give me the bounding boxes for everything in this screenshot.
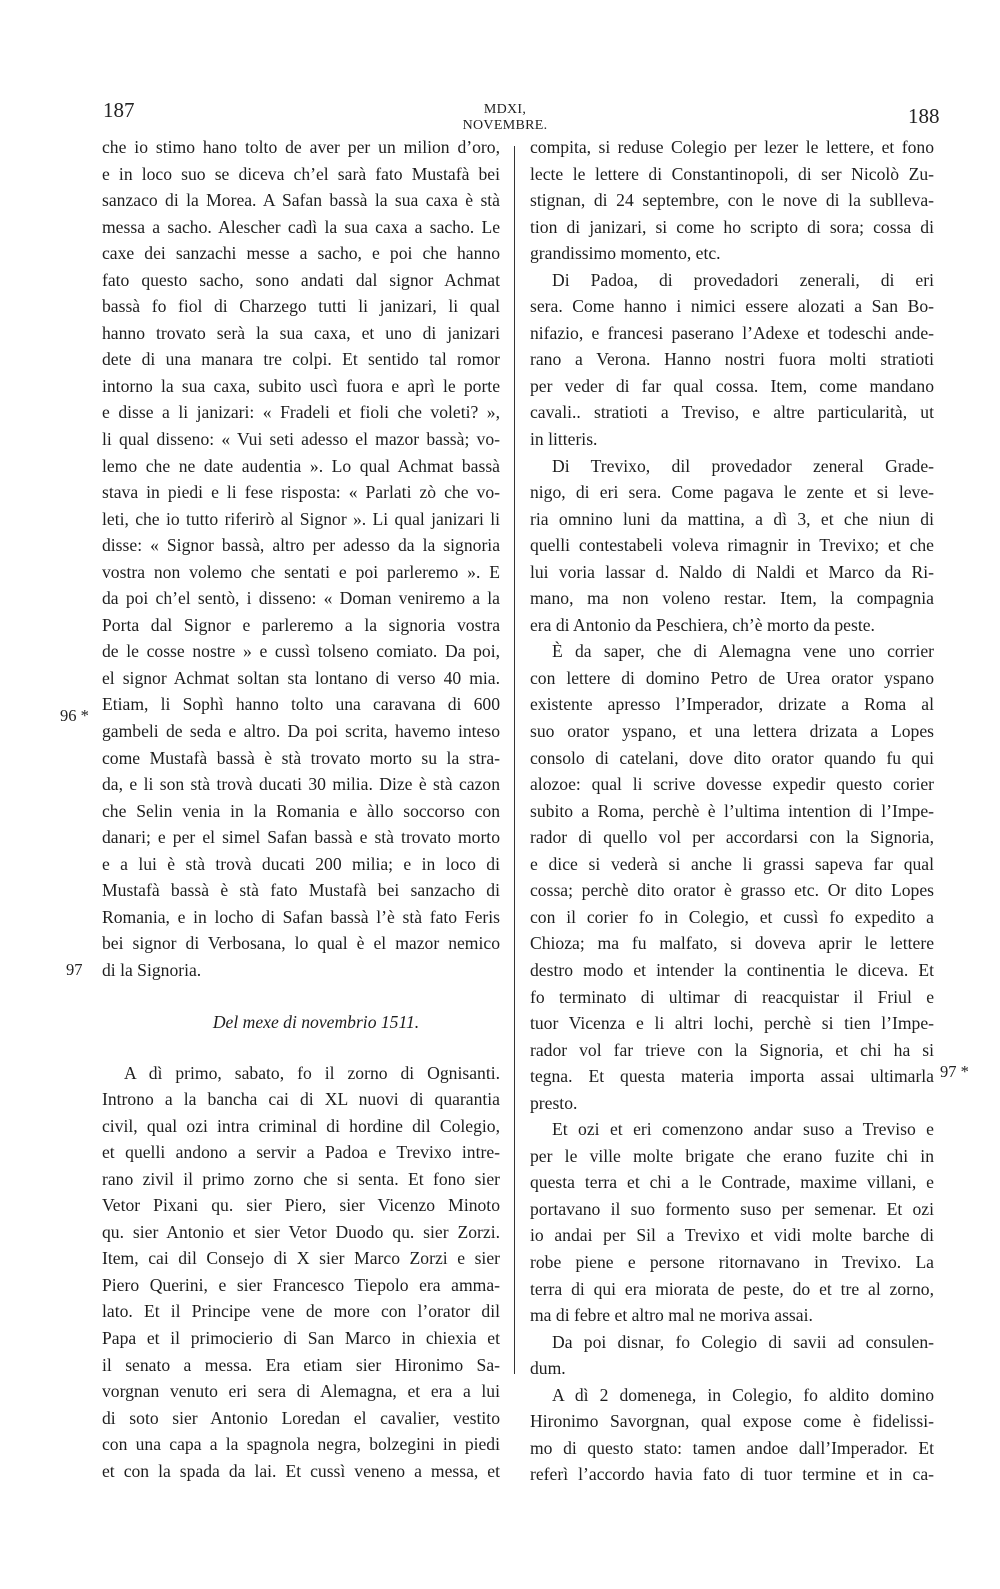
text-line: li qual disseno: « Vui seti adesso el mazor bassà; vo- [102,429,500,450]
text-line: per le ville molte brigate che erano fuzite chi in [530,1145,934,1166]
text-line: disse: « Signor bassà, altro per adesso da la signoria [102,535,500,556]
text-line: vorgnan venuto eri sera di Alemagna, et era a lui [102,1381,500,1402]
text-line: Di Padoa, di provedadori zenerali, di eri [552,269,934,290]
section-heading [102,1002,500,1042]
text-line: et quelli andono a servir a Padoa e Trevixo intre- [102,1142,500,1163]
text-line: intorno la sua caxa, subito uscì fuora e aprì le porte [102,375,500,396]
left-column [102,134,500,1484]
text-line: nigo, di eri sera. Come pagava le zente et si leve- [530,482,934,503]
text-line: mano, ma non voleno restar. Item, la compagnia [530,588,934,609]
text-line: A dì primo, sabato, fo il zorno di Ognisanti. [124,1062,500,1083]
text-line: Mustafà bassà è stà fato Mustafà bei sanzacho di [102,880,500,901]
text-line: fato questo sacho, sono andati dal signor Achmat [102,269,500,290]
right-column [530,134,934,1488]
text-line: lui voria lassar d. Naldo di Naldi et Marco da Ri- [530,561,934,582]
text-line: questa terra et chi a le Contrade, maxime villani, e [530,1172,934,1193]
text-line: caxe dei sanzachi messe a sacho, e poi che hanno [102,243,500,264]
text-line: e dice si vederà si anche li grassi sapeva far qual [530,853,934,874]
text-line: Da poi disnar, fo Colegio di savii ad consulen- [552,1331,934,1352]
text-line: sera. Come hanno i nimici essere alozati a San Bo- [530,296,934,317]
text-line: rano a Verona. Hanno nostri fuora molti stratioti [530,349,934,370]
text-line: terra di qui era miorata de peste, do et tre al zorno, [530,1278,934,1299]
text-line: de le cosse nostre » e cussì tolseno comiato. Da poi, [102,641,500,662]
text-line: in litteris. [530,429,598,450]
text-line: dete di una manara tre colpi. Et sentido tal romor [102,349,500,370]
text-line: fo terminato di ultimar di reacquistar il Friul e [530,986,934,1007]
text-line: di soto sier Antonio Loredan el cavalier, vestito [102,1407,500,1428]
text-line: Introno a la bancha cai di XL nuovi di quarantia [102,1089,500,1110]
text-line: tion di janizari, si come ho scripto di sora; cossa di [530,216,934,237]
page-number-left: 187 [103,98,135,122]
text-line: tegna. Et questa materia importa assai ultimarla [530,1066,934,1087]
page-number-right: 188 [908,104,940,128]
text-line: bassà fo fiol di Charzego tutti li janizari, li qual [102,296,500,317]
text-line: Etiam, li Sophì hanno tolto una caravana di 600 [102,694,500,715]
text-line: destro modo et intender la continentia le diceva. Et [530,959,934,980]
text-line: e disse a li janizari: « Fradeli et fioli che voleti? », [102,402,500,423]
margin-note: 97 [66,960,83,979]
text-line: Et ozi et eri comenzono andar suso a Treviso e [552,1119,934,1140]
text-line: vostra non volemo che sentati e poi parleremo ». E [102,561,500,582]
column-divider [514,146,515,1374]
text-line: io andai per Sil a Trevixo et vidi molte barche di [530,1225,934,1246]
text-line: hanno trovato serà la sua caxa, et uno di janizari [102,322,500,343]
text-line: come Mustafà bassà è stà trovato morto su la stra- [102,747,500,768]
text-line: consolo di catelani, dove dito orator quando fu qui [530,747,934,768]
text-line: e in loco suo se diceva ch’el sarà fato Mustafà bei [102,163,500,184]
text-line: da, e li son stà trovà ducati 30 milia. Dize è stà cazon [102,774,500,795]
text-line: dum. [530,1358,566,1379]
text-line: È da saper, che di Alemagna vene uno corrier [552,641,934,662]
text-line: Item, cai dil Consejo di X sier Marco Zorzi e sier [102,1248,500,1269]
text-line: era di Antonio da Peschiera, ch’è morto da peste. [530,614,875,635]
text-line: rano zivil il primo zorno che si senta. Et fono sier [102,1168,500,1189]
text-line: che Selin venia in la Romania e àllo soccorso con [102,800,500,821]
text-line: lemo che ne date audentia ». Lo qual Achmat bassà [102,455,500,476]
text-line: Papa et il primocierio di San Marco in chiexia et [102,1327,500,1348]
text-line: stava in piedi e li fese risposta: « Parlati zò che vo- [102,482,500,503]
margin-note: 97 * [940,1062,969,1081]
text-line: cavali.. stratioti a Treviso, e altre particularità, ut [530,402,934,423]
text-line: grandissimo momento, etc. [530,243,721,264]
text-line: rador di quello vol per accordarsi con la Signoria, [530,827,934,848]
text-line: stignan, di 24 septembre, con le nove di la sublleva- [530,190,934,211]
text-line: cossa; perchè dito orator è grasso etc. Or dito Lopes [530,880,934,901]
text-line: lecte le lettere di Constantinopoli, di ser Nicolò Zu- [530,163,934,184]
text-line: existente apresso l’Imperador, drizate a Roma al [530,694,934,715]
text-line: gambeli de seda e altro. Da poi scrita, havemo inteso [102,721,500,742]
text-line: portavano il suo formento suso per semenar. Et ozi [530,1198,934,1219]
text-line: sanzaco di la Morea. A Safan bassà la sua caxa è stà [102,190,500,211]
text-line: et con la spada da lai. Et cussì veneno a messa, et [102,1460,500,1481]
text-line: ria omnino luni da mattina, a dì 3, et che niun di [530,508,934,529]
text-line: con il corier fo in Colegio, et cussì fo expedito a [530,906,934,927]
text-line: civil, qual ozi intra criminal di hordine dil Colegio, [102,1115,500,1136]
text-line: con lettere di domino Petro de Urea orator yspano [530,667,934,688]
text-line: Hironimo Savorgnan, qual expose come è fidelissi- [530,1411,934,1432]
text-line: robe piene e persone ritornavano in Trevixo. La [530,1251,934,1272]
spacer [102,984,500,1002]
text-line: Chioza; ma fu malfato, si doveva aprir le lettere [530,933,934,954]
text-line: referì l’accordo havia fato di tuor termine et in ca- [530,1464,934,1485]
text-line: Piero Querini, e sier Francesco Tiepolo era amma- [102,1274,500,1295]
text-line: suo orator yspano, et una lettera drizata a Lopes [530,721,934,742]
text-line: rador vol far trieve con la Signoria, et chi ha si [530,1039,934,1060]
text-line: nifazio, e francesi paserano l’Adexe et todeschi ande- [530,322,934,343]
text-line: leti, che io tutto riferirò al Signor ». Li qual janizari li [102,508,500,529]
running-title: MDXI, NOVEMBRE. [462,102,548,133]
text-line: Di Trevixo, dil provedador zeneral Grade- [552,455,934,476]
text-line: Vetor Pixani qu. sier Piero, sier Vicenzo Minoto [102,1195,500,1216]
text-line: tuor Vicenza e li altri lochi, perchè si tien l’Impe- [530,1013,934,1034]
text-line: e a lui è stà trovà ducati 200 milia; e in loco di [102,853,500,874]
text-line: compita, si reduse Colegio per lezer le lettere, et fono [530,137,934,157]
text-line: el signor Achmat soltan sta lontano di verso 40 mia. [102,667,500,688]
text-line: quelli contestabeli voleva rimagnir in Trevixo; et che [530,535,934,556]
page-header [0,98,1000,133]
text-line: bei signor di Verbosana, lo qual è el mazor nemico [102,933,500,954]
text-line: lato. Et il Principe vene de more con l’orator dil [102,1301,500,1322]
text-line: presto. [530,1092,578,1113]
text-line: alozoe: qual li scrive dovesse expedir questo corier [530,774,934,795]
text-line: il senato a messa. Era etiam sier Hironimo Sa- [102,1354,500,1375]
text-line: messa a sacho. Alescher cadì la sua caxa a sacho. Le [102,216,500,237]
text-line: da poi ch’el sentò, i disseno: « Doman veniremo a la [102,588,500,609]
text-line: ma di febre et altro mal ne moriva assai. [530,1305,813,1326]
text-line: con una capa a la spagnola negra, bolzegini in piedi [102,1434,500,1455]
spacer [102,1042,500,1060]
text-line: mo di questo stato: tamen andoe dall’Imperador. Et [530,1437,934,1458]
section-heading-text: Del mexe di novembrio 1511. [212,1011,420,1032]
text-line: per veder di far qual cossa. Item, come mandano [530,375,934,396]
text-line: A dì 2 domenega, in Colegio, fo aldito domino [552,1384,934,1405]
text-line: danari; e per el simel Safan bassà e stà trovato morto [102,827,500,848]
text-line: qu. sier Antonio et sier Vetor Duodo qu. sier Zorzi. [102,1221,500,1242]
text-line: che io stimo hano tolto de aver per un milion d’oro, [102,137,500,157]
text-line: Romania, e in locho di Safan bassà l’è stà fato Feris [102,906,500,927]
margin-note: 96 * [60,706,89,725]
text-line: subito a Roma, perchè è l’ultima intention di l’Impe- [530,800,934,821]
text-line: Porta dal Signor e parleremo a la signoria vostra [102,614,500,635]
text-line: di la Signoria. [102,959,202,980]
